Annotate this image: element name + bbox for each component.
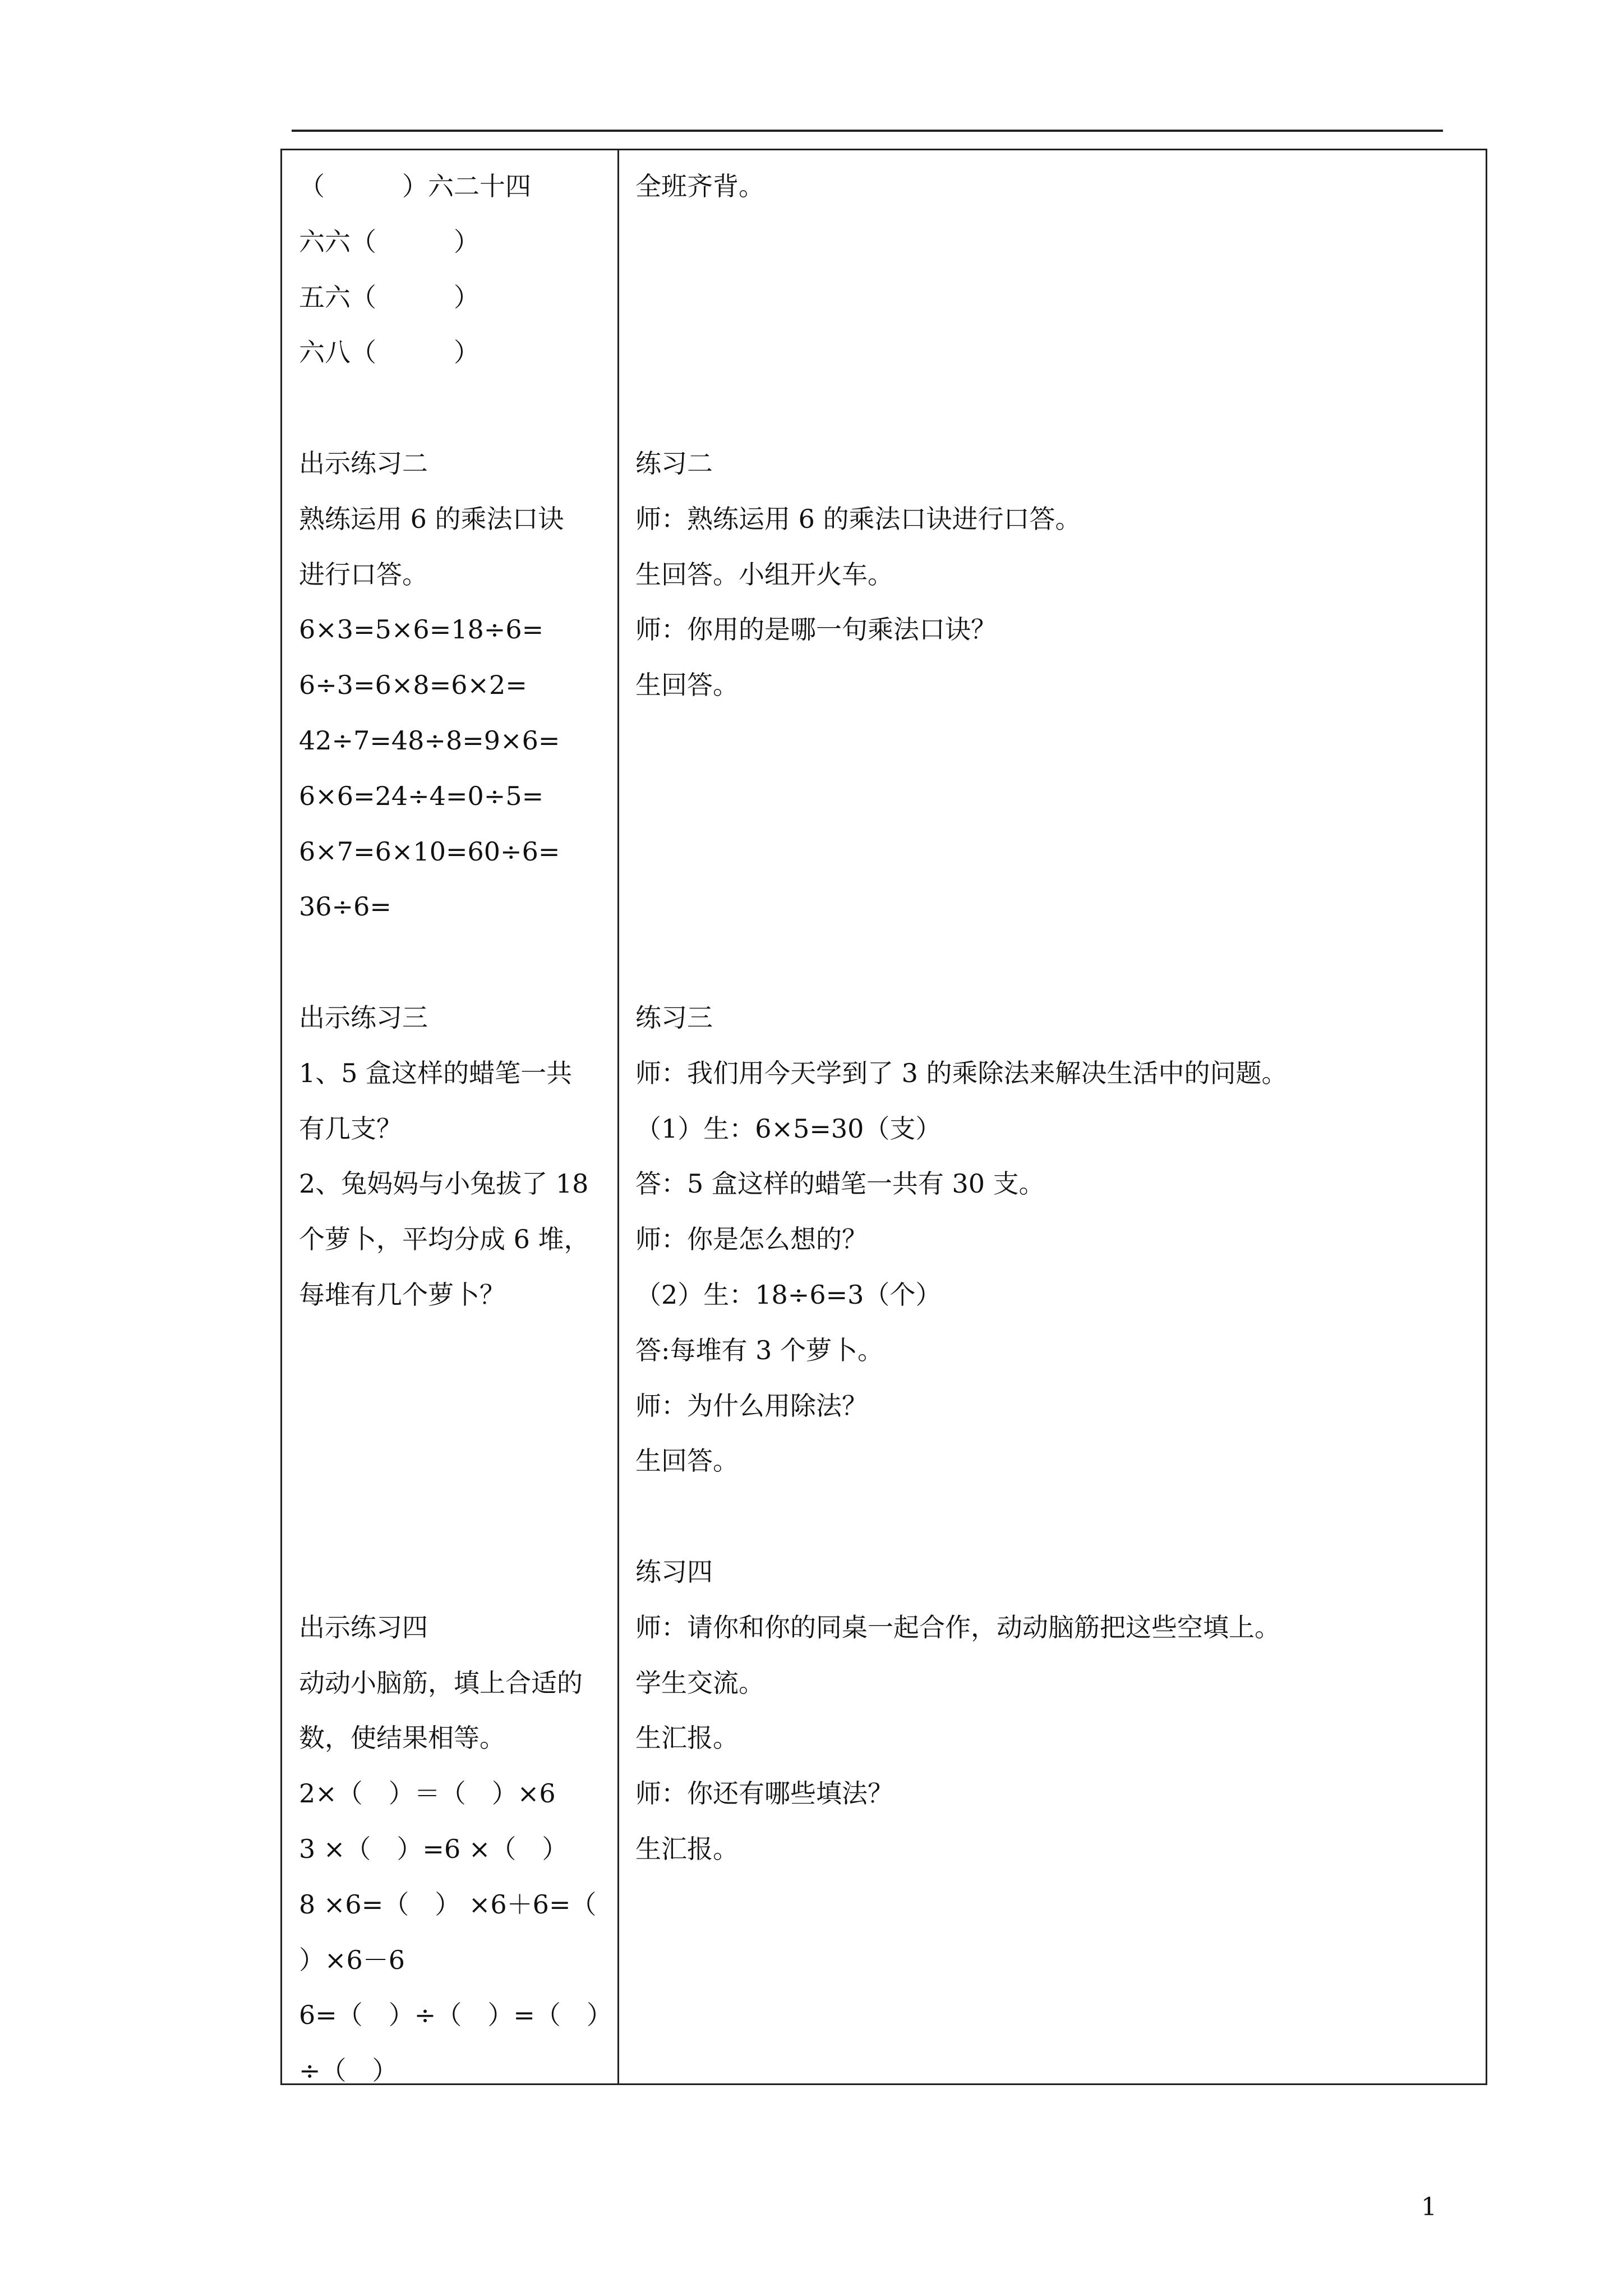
teacher-activity-line: 6=（ ）÷（ ）=（ ） [299, 2000, 612, 2031]
student-activity-line: 练习三 [635, 1002, 713, 1033]
teacher-activity-line: 8 ×6=（ ） ×6＋6=（ [299, 1889, 597, 1920]
teacher-activity-line: 2×（ ）＝（ ）×6 [299, 1778, 556, 1809]
teacher-activity-line: 6×6=24÷4=0÷5= [299, 780, 544, 811]
student-activity-line: 练习四 [635, 1557, 713, 1587]
teacher-activity-line: 6÷3=6×8=6×2= [299, 670, 527, 701]
teacher-activity-line: 动动小脑筋，填上合适的 [299, 1667, 583, 1698]
header-rule [292, 130, 1443, 132]
teacher-activity-line: 6×3=5×6=18÷6= [299, 614, 544, 645]
student-activity-line: （1）生：6×5=30（支） [635, 1113, 942, 1144]
teacher-activity-line: 2、兔妈妈与小兔拔了 18 [299, 1168, 589, 1199]
teacher-activity-line: 6×7=6×10=60÷6= [299, 836, 560, 867]
student-activity-line: 学生交流。 [635, 1667, 764, 1698]
teacher-activity-line: ÷（ ） [299, 2055, 398, 2086]
teacher-activity-line: 有几支？ [299, 1113, 402, 1144]
teacher-activity-line: 六八（ ） [299, 337, 479, 368]
student-activity-line: 答:每堆有 3 个萝卜。 [635, 1335, 884, 1365]
student-activity-line: 师：熟练运用 6 的乘法口诀进行口答。 [635, 503, 1081, 534]
student-activity-line: 师：请你和你的同桌一起合作，动动脑筋把这些空填上。 [635, 1612, 1280, 1642]
teacher-activity-line: 1、5 盒这样的蜡笔一共 [299, 1057, 573, 1088]
teacher-activity-line: 个萝卜，平均分成 6 堆， [299, 1224, 590, 1255]
teacher-activity-line: （ ）六二十四 [299, 171, 531, 201]
student-activity-line: 师：你用的是哪一句乘法口诀？ [635, 614, 997, 645]
teacher-activity-line: 3 ×（ ）=6 ×（ ） [299, 1834, 568, 1864]
student-activity-line: 生汇报。 [635, 1834, 739, 1864]
student-activity-line: 全班齐背。 [635, 171, 764, 201]
teacher-activity-line: 进行口答。 [299, 559, 428, 590]
lesson-table [280, 149, 1487, 2085]
student-activity-line: 师：你还有哪些填法？ [635, 1778, 893, 1809]
teacher-activity-line: 熟练运用 6 的乘法口诀 [299, 503, 564, 534]
student-activity-line: 练习二 [635, 448, 713, 478]
student-activity-line: 答：5 盒这样的蜡笔一共有 30 支。 [635, 1168, 1045, 1199]
teacher-activity-line: 出示练习四 [299, 1612, 428, 1642]
student-activity-line: 生回答。 [635, 670, 739, 701]
page-number: 1 [1421, 2193, 1437, 2221]
teacher-activity-line: 出示练习三 [299, 1002, 428, 1033]
column-divider [617, 150, 619, 2083]
student-activity-line: 师：我们用今天学到了 3 的乘除法来解决生活中的问题。 [635, 1057, 1288, 1088]
teacher-activity-line: ）×6－6 [299, 1944, 405, 1975]
teacher-activity-line: 五六（ ） [299, 282, 479, 312]
student-activity-line: 师：你是怎么想的？ [635, 1224, 868, 1255]
student-activity-line: （2）生：18÷6=3（个） [635, 1280, 942, 1310]
teacher-activity-line: 出示练习二 [299, 448, 428, 478]
teacher-activity-line: 42÷7=48÷8=9×6= [299, 725, 560, 756]
student-activity-line: 师：为什么用除法？ [635, 1390, 868, 1421]
teacher-activity-line: 数，使结果相等。 [299, 1723, 505, 1754]
teacher-activity-line: 六六（ ） [299, 226, 479, 257]
teacher-activity-line: 36÷6= [299, 891, 391, 922]
student-activity-line: 生汇报。 [635, 1723, 739, 1754]
student-activity-line: 生回答。小组开火车。 [635, 559, 893, 590]
teacher-activity-line: 每堆有几个萝卜？ [299, 1280, 505, 1310]
student-activity-line: 生回答。 [635, 1446, 739, 1476]
